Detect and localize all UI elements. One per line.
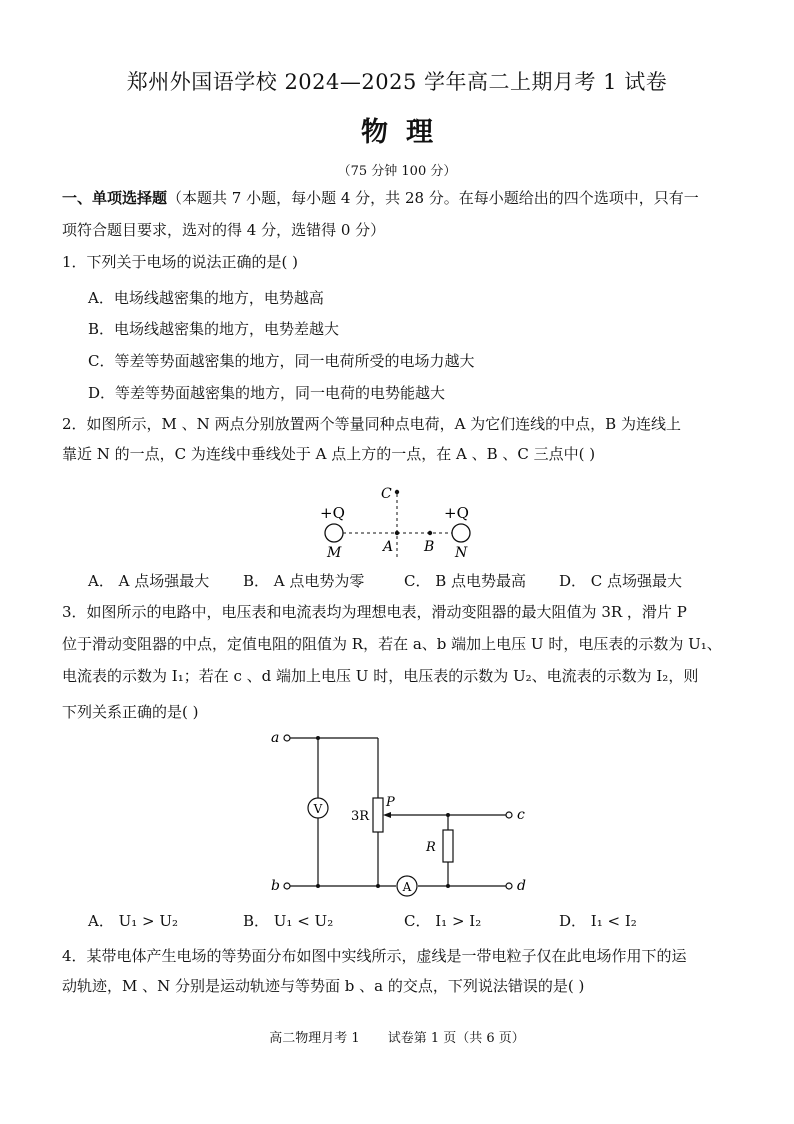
question-2-option-b: B． A 点电势为零 xyxy=(243,572,365,590)
label-terminal-d: d xyxy=(517,878,526,894)
label-b: B xyxy=(424,539,435,555)
label-c: C xyxy=(381,486,392,502)
question-2-option-d: D． C 点场强最大 xyxy=(559,572,683,590)
junction-bottom-left xyxy=(316,884,320,888)
question-2-stem-line2: 靠近 N 的一点，C 为连线中垂线处于 A 点上方的一点，在 A 、B 、C 三点中( ) xyxy=(62,445,596,463)
question-1-option-a: A．电场线越密集的地方，电势越高 xyxy=(88,289,324,307)
question-3-stem-line4: 下列关系正确的是( ) xyxy=(62,703,199,721)
section-heading: 一、单项选择题 xyxy=(62,189,168,207)
label-3r: 3R xyxy=(351,809,370,824)
label-m: M xyxy=(327,545,342,561)
exam-title: 郑州外国语学校 2024—2025 学年高二上期月考 1 试卷 xyxy=(126,70,668,94)
question-2-option-a: A． A 点场强最大 xyxy=(88,572,210,590)
label-terminal-b: b xyxy=(271,878,280,894)
footer-left: 高二物理月考 1 xyxy=(269,1031,360,1046)
plus-q-right-label: +Q xyxy=(444,504,469,522)
label-n: N xyxy=(455,545,468,561)
ammeter-label: A xyxy=(402,880,412,894)
junction-top xyxy=(316,736,320,740)
question-1-option-c: C．等差等势面越密集的地方，同一电荷所受的电场力越大 xyxy=(88,352,475,370)
terminal-d xyxy=(506,883,512,889)
charge-n-circle xyxy=(452,524,470,542)
plus-q-left-label: +Q xyxy=(320,504,345,522)
time-score-info: （75 分钟 100 分） xyxy=(337,164,457,179)
circuit-figure xyxy=(262,728,532,898)
label-p: P xyxy=(386,795,395,810)
section-instructions-text: （本题共 7 小题，每小题 4 分，共 28 分。在每小题给出的四个选项中，只有一 xyxy=(167,189,699,207)
terminal-b xyxy=(284,883,290,889)
point-a-dot xyxy=(395,531,399,535)
fixed-resistor xyxy=(443,830,453,862)
label-a: A xyxy=(383,539,394,555)
question-3-option-c: C． I₁ > I₂ xyxy=(404,912,482,930)
label-terminal-c: c xyxy=(517,807,525,823)
question-3-option-a: A． U₁ > U₂ xyxy=(88,912,179,930)
section-instructions-line1 xyxy=(62,188,699,208)
junction-bottom-rheostat xyxy=(376,884,380,888)
question-3-option-d: D． I₁ < I₂ xyxy=(559,912,637,930)
label-terminal-a: a xyxy=(271,730,280,746)
page-footer xyxy=(0,1027,794,1046)
label-r: R xyxy=(426,840,436,855)
question-2-option-c: C． B 点电势最高 xyxy=(404,572,527,590)
question-4-stem-line2: 动轨迹，M 、N 分别是运动轨迹与等势面 b 、a 的交点，下列说法错误的是( ) xyxy=(62,977,585,995)
footer-right: 试卷第 1 页（共 6 页） xyxy=(387,1031,525,1046)
rheostat-resistor xyxy=(373,798,383,832)
question-1-option-b: B．电场线越密集的地方，电势差越大 xyxy=(88,320,340,338)
charge-m-circle xyxy=(325,524,343,542)
section-instructions-line2: 项符合题目要求，选对的得 4 分，选错得 0 分） xyxy=(62,221,386,239)
terminal-a xyxy=(284,735,290,741)
question-3-option-b: B． U₁ < U₂ xyxy=(243,912,334,930)
question-3-stem-line3: 电流表的示数为 I₁；若在 c 、d 端加上电压 U 时，电压表的示数为 U₂、电流表的示数为 I₂，则 xyxy=(62,667,699,685)
terminal-c xyxy=(506,812,512,818)
question-1-option-d: D．等差等势面越密集的地方，同一电荷的电势能越大 xyxy=(88,384,446,402)
charges-figure xyxy=(310,478,490,564)
point-b-dot xyxy=(428,531,432,535)
voltmeter-label: V xyxy=(313,802,323,816)
junction-bottom-right xyxy=(446,884,450,888)
subject-title: 物理 xyxy=(361,117,451,148)
point-c-dot xyxy=(395,490,399,494)
question-3-stem-line2: 位于滑动变阻器的中点，定值电阻的阻值为 R，若在 a、b 端加上电压 U 时，电压表的示数为 U₁、 xyxy=(62,635,722,653)
question-3-stem-line1: 3．如图所示的电路中，电压表和电流表均为理想电表，滑动变阻器的最大阻值为 3R ，滑片 P xyxy=(62,603,687,621)
question-4-stem-line1: 4．某带电体产生电场的等势面分布如图中实线所示，虚线是一带电粒子仅在此电场作用下的运 xyxy=(62,947,687,965)
question-2-stem-line1: 2．如图所示，M 、N 两点分别放置两个等量同种点电荷，A 为它们连线的中点，B 为连线上 xyxy=(62,415,681,433)
slider-arrow xyxy=(383,812,391,818)
question-1-stem: 1．下列关于电场的说法正确的是( ) xyxy=(62,253,299,271)
